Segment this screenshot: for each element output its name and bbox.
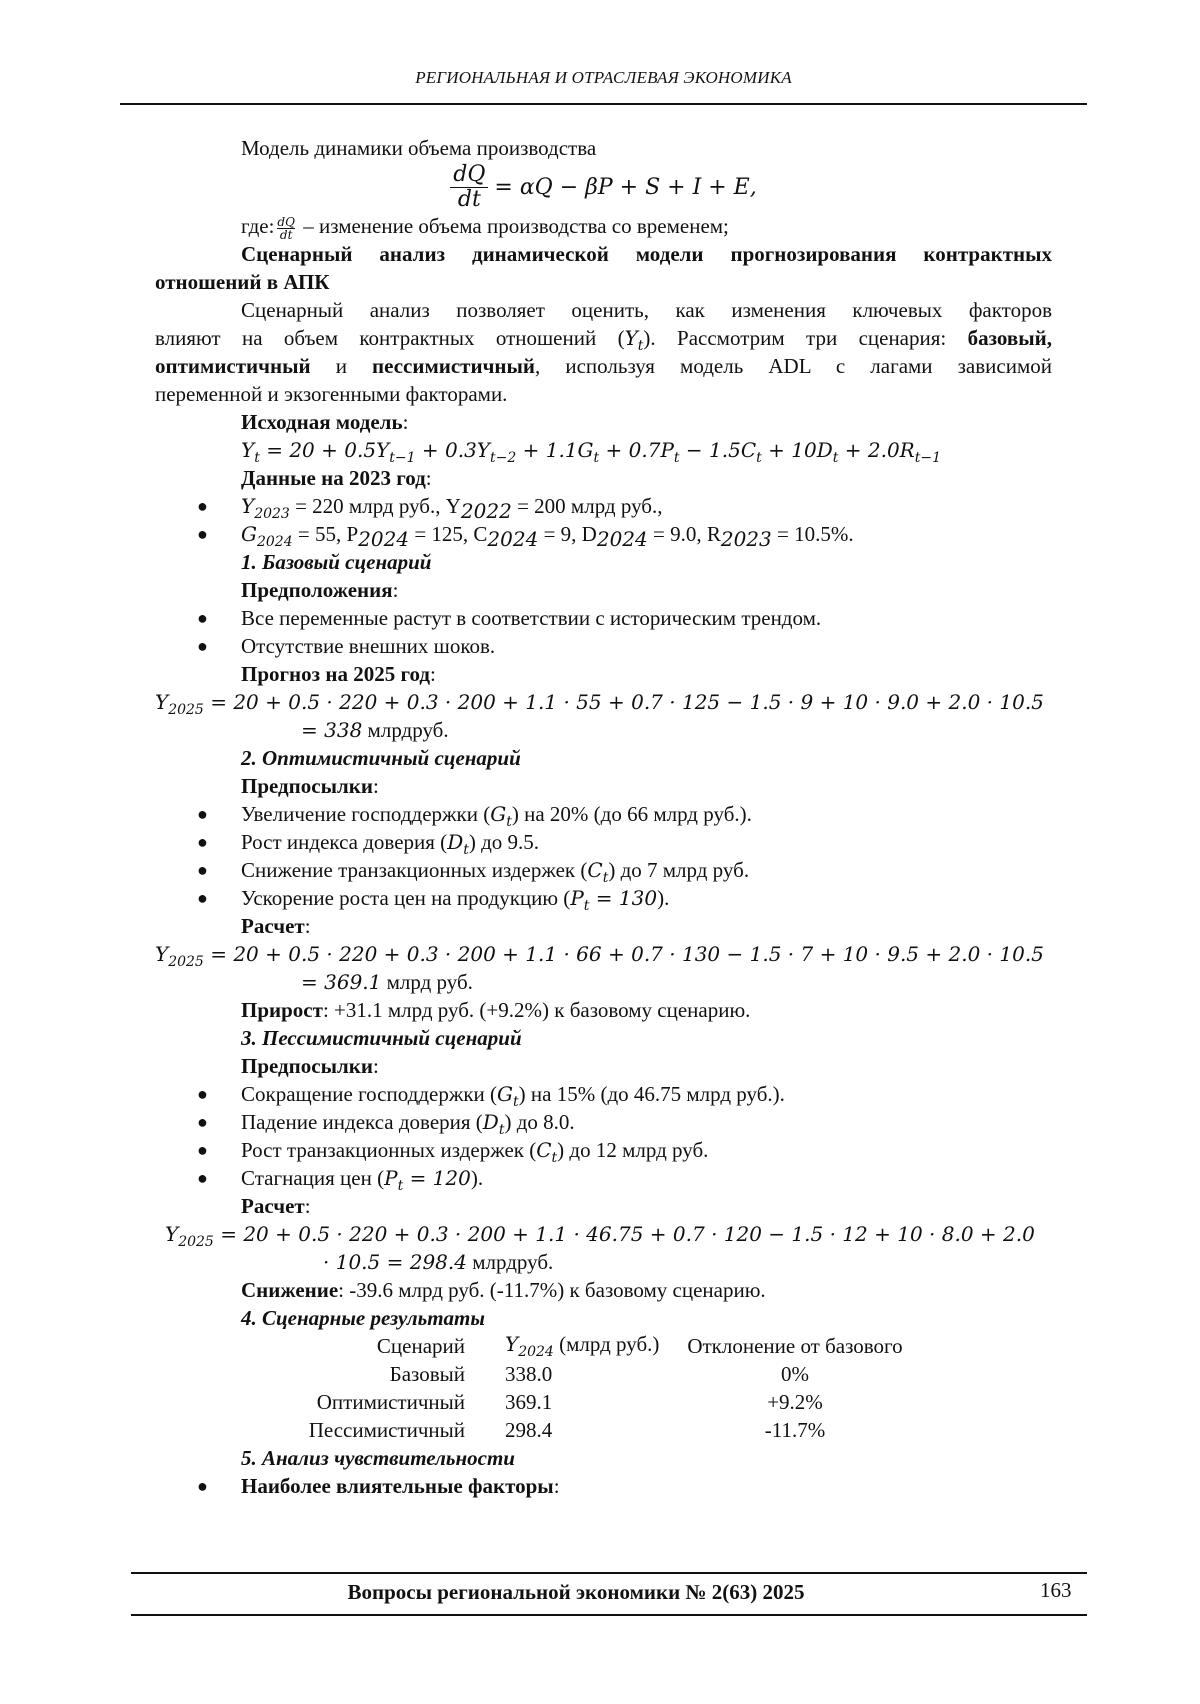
premises-line: Предпосылки: — [241, 774, 379, 798]
para-text: , используя модель ADL с лагами зависимой — [535, 354, 1052, 378]
data-text: = 200 млрд руб., — [517, 494, 663, 518]
para-bold: базовый — [967, 326, 1047, 350]
col-value-unit: (млрд руб.) — [559, 1332, 660, 1356]
production-equation — [155, 162, 1052, 212]
bullet-icon: ● — [197, 1140, 208, 1160]
calc-text: = 20 + 0.5 · 220 + 0.3 · 200 + 1.1 · 46.75 + 0.7 · 120 − 1.5 · 12 + 10 · 8.0 + 2.0 — [220, 1222, 1035, 1246]
premises-label: Предпосылки — [241, 1054, 373, 1078]
results-title: 4. Сценарные результаты — [241, 1306, 485, 1330]
para-line-3 — [155, 352, 1052, 380]
cell-value: 369.1 — [505, 1389, 553, 1414]
list-item: ● Стагнация цен $(P_t = 120)$. — [197, 1166, 484, 1194]
scenario-base-title: 1. Базовый сценарий — [241, 550, 432, 574]
list-text: ) на 15% (до 46.75 млрд руб.). — [518, 1082, 785, 1106]
bullet-icon: ● — [197, 1476, 208, 1496]
list-item: ● $G_{2024} = 55$, $P_{2024} = 125$, $C_{2024} = 9$, $D_{2024} = 9.0$, $R_{2023} = 10.5\%$. — [197, 522, 854, 552]
cell-name: Пессимистичный — [308, 1417, 465, 1442]
eq-numerator: dQ — [450, 163, 488, 188]
para-bold: пессимистичный — [372, 354, 536, 378]
para-text: влияют на объем контрактных отношений ( — [155, 326, 625, 350]
calc-unit: млрд руб. — [381, 970, 473, 994]
list-text: Отсутствие внешних шоков. — [241, 634, 496, 658]
calc-unit: млрдруб. — [466, 1250, 554, 1274]
para-bold: , — [1046, 326, 1052, 350]
list-item — [155, 1472, 1052, 1500]
section-heading-2: отношений в АПК — [155, 270, 330, 294]
forecast-label: Прогноз на 2025 год — [241, 662, 430, 686]
list-item: ● $Y_{2023} = 220$ млрд руб., $Y_{2022} = 200$ млрд руб., — [197, 494, 663, 524]
bullet-icon: ● — [197, 860, 208, 880]
data-label: Данные на 2023 год — [241, 466, 426, 490]
bullet-icon: ● — [197, 1168, 208, 1188]
scenario-opt-title: 2. Оптимистичный сценарий — [241, 746, 521, 770]
cell-dev: 0% — [781, 1361, 809, 1386]
list-text: ). — [657, 886, 670, 910]
list-math: = 130 — [595, 886, 658, 910]
calc-text: · 10.5 = 298.4 — [323, 1250, 467, 1274]
page-number: 163 — [1040, 1578, 1072, 1602]
list-text: Все переменные растут в соответствии с историческим трендом. — [241, 606, 822, 630]
sensitivity-title: 5. Анализ чувствительности — [241, 1446, 515, 1470]
bullet-icon: ● — [197, 636, 208, 656]
col-scenario: Сценарий — [376, 1333, 465, 1358]
gain-label: Прирост — [241, 998, 323, 1022]
table-row — [255, 1388, 915, 1416]
bullet-icon: ● — [197, 832, 208, 852]
header-rule — [120, 103, 1087, 105]
assumptions-line: Предположения: — [241, 578, 399, 602]
model-label-line: Исходная модель: — [241, 410, 409, 434]
para-text: ). Рассмотрим три сценария: — [643, 326, 968, 350]
where-frac-num: dQ — [277, 214, 295, 229]
list-text: Ускорение роста цен на продукцию ( — [241, 886, 571, 910]
data-label-line: Данные на 2023 год: — [241, 466, 432, 490]
para-bold: оптимистичный — [155, 354, 311, 378]
list-text: Рост транзакционных издержек ( — [241, 1138, 537, 1162]
forecast-line: Прогноз на 2025 год: — [241, 662, 436, 686]
list-text: ) на 20% (до 66 млрд руб.). — [511, 802, 752, 826]
calc-label: Расчет — [241, 914, 305, 938]
eq-denominator: dt — [457, 186, 481, 212]
calc-text: = 369.1 — [301, 970, 382, 994]
cell-value: 298.4 — [505, 1417, 553, 1442]
data-text: = 55, P — [297, 522, 359, 546]
list-item: ● Падение индекса доверия $(D_t)$ до 8.0. — [197, 1110, 575, 1138]
article-body — [155, 134, 1052, 1500]
list-math: = 120 — [409, 1166, 471, 1190]
para-line-1: Сценарный анализ позволяет оценить, как изменения ключевых факторов — [241, 298, 1052, 322]
cell-value: 338.0 — [505, 1361, 553, 1386]
drop-text: : -39.6 млрд руб. (-11.7%) к базовому сценарию. — [338, 1278, 766, 1302]
calc-label-line: Расчет: — [241, 914, 311, 938]
bullet-icon: ● — [197, 804, 208, 824]
where-frac-den: dt — [279, 227, 293, 242]
footer-journal-title: Вопросы региональной экономики № 2(63) 2025 — [347, 1580, 805, 1604]
math-y: $Y_t$ — [624, 326, 644, 354]
section-heading-1: Сценарный анализ динамической модели прогнозирования контрактных — [241, 242, 1052, 266]
list-text: : — [553, 1474, 560, 1498]
calc-unit: млрдруб. — [362, 718, 449, 742]
gain-line — [155, 996, 1052, 1024]
list-item: ● Сокращение господдержки $(G_t)$ на 15% (до 46.75 млрд руб.). — [197, 1082, 785, 1110]
table-row — [255, 1416, 915, 1444]
bullet-icon: ● — [197, 496, 208, 516]
list-text: Увеличение господдержки ( — [241, 802, 491, 826]
calc-label: Расчет — [241, 1194, 305, 1218]
list-item: ● Ускорение роста цен на продукцию $(P_t = 130)$. — [197, 886, 670, 914]
list-text: ) до 7 млрд руб. — [608, 858, 750, 882]
col-deviation: Отклонение от базового — [687, 1333, 903, 1358]
data-text: = 220 млрд руб., Y — [295, 494, 461, 518]
model-title: Модель динамики объема производства — [241, 136, 597, 160]
drop-line — [155, 1276, 1052, 1304]
premises-line: Предпосылки: — [241, 1054, 379, 1078]
pes-calc-line-2 — [155, 1248, 1052, 1276]
data-text: = 125, C — [414, 522, 488, 546]
opt-calc-line-1: $Y_{2025} = 20 + 0.5 \cdot 220 + 0.3 \cdot 200 + 1.1 \cdot 66 + 0.7 \cdot 130 - 1.5 \cdot 7 + 10 \cdot 9.5 + 2.0 \cdot 10.5$ — [155, 942, 1044, 970]
data-text: = 9, D — [543, 522, 597, 546]
model-equation-text: = 20 + 0.5Y — [266, 438, 390, 462]
list-item: ● Рост транзакционных издержек $(C_t)$ до 12 млрд руб. — [197, 1138, 709, 1166]
list-item: ● Увеличение господдержки $(G_t)$ на 20% (до 66 млрд руб.). — [197, 802, 752, 830]
list-text: Сокращение господдержки ( — [241, 1082, 498, 1106]
para-text: и — [310, 354, 373, 378]
list-text: ). — [470, 1166, 484, 1190]
base-calc-line-2 — [155, 716, 1052, 744]
list-bold: Наиболее влиятельные факторы — [241, 1474, 554, 1498]
cell-name: Базовый — [389, 1361, 465, 1386]
model-label: Исходная модель — [241, 410, 403, 434]
list-item: ● Рост индекса доверия $(D_t)$ до 9.5. — [197, 830, 540, 858]
list-text: ) до 12 млрд руб. — [557, 1138, 709, 1162]
list-text: Рост индекса доверия ( — [241, 830, 448, 854]
cell-dev: +9.2% — [767, 1389, 823, 1414]
calc-label-line: Расчет: — [241, 1194, 311, 1218]
footer-rule-bottom — [131, 1614, 1087, 1616]
results-table — [255, 1332, 915, 1444]
gain-text: : +31.1 млрд руб. (+9.2%) к базовому сценарию. — [322, 998, 751, 1022]
list-item — [155, 604, 1052, 632]
data-text: = 9.0, R — [653, 522, 721, 546]
bullet-icon: ● — [197, 888, 208, 908]
list-text: Падение индекса доверия ( — [241, 1110, 483, 1134]
para-line-4: переменной и экзогенными факторами. — [155, 382, 508, 406]
scenario-pes-title: 3. Пессимистичный сценарий — [241, 1026, 522, 1050]
cell-dev: -11.7% — [764, 1417, 826, 1442]
table-header-row — [255, 1332, 915, 1360]
base-calc-line-1: $Y_{2025} = 20 + 0.5 \cdot 220 + 0.3 \cdot 200 + 1.1 \cdot 55 + 0.7 \cdot 125 - 1.5 \cdot 9 + 10 \cdot 9.0 + 2.0 \cdot 10.5$ — [155, 690, 1044, 718]
running-header: РЕГИОНАЛЬНАЯ И ОТРАСЛЕВАЯ ЭКОНОМИКА — [415, 68, 792, 87]
bullet-icon: ● — [197, 1112, 208, 1132]
list-item: ● Снижение транзакционных издержек $(C_t)$ до 7 млрд руб. — [197, 858, 750, 886]
opt-calc-line-2 — [155, 968, 1052, 996]
pes-calc-line-1: $Y_{2025} = 20 + 0.5 \cdot 220 + 0.3 \cdot 200 + 1.1 \cdot 46.75 + 0.7 \cdot 120 - 1.5 \cdot 12 + 10 \cdot 8.0 + 2.0$ — [165, 1222, 1035, 1250]
calc-text: = 338 — [301, 718, 363, 742]
where-line — [155, 212, 1052, 240]
where-prefix: где: — [241, 214, 275, 238]
col-value: $Y_{2024}$ (млрд руб.) — [505, 1332, 660, 1360]
bullet-icon: ● — [197, 524, 208, 544]
eq-rhs: = αQ − βP + S + I + E, — [494, 174, 757, 200]
where-text: – изменение объема производства со временем; — [297, 214, 729, 238]
list-text: ) до 8.0. — [504, 1110, 575, 1134]
model-equation: $Y_t = 20 + 0.5Y_{t-1} + 0.3Y_{t-2} + 1.1G_t + 0.7P_t - 1.5C_t + 10D_t + 2.0R_{t-1}$ — [241, 438, 942, 466]
list-text: ) до 9.5. — [468, 830, 540, 854]
cell-name: Оптимистичный — [316, 1389, 465, 1414]
drop-label: Снижение — [241, 1278, 339, 1302]
assumptions-label: Предположения — [241, 578, 393, 602]
list-text: Снижение транзакционных издержек ( — [241, 858, 588, 882]
bullet-icon: ● — [197, 1084, 208, 1104]
list-text: Стагнация цен ( — [241, 1166, 385, 1190]
calc-text: = 20 + 0.5 · 220 + 0.3 · 200 + 1.1 · 66 + 0.7 · 130 − 1.5 · 7 + 10 · 9.5 + 2.0 · 10.5 — [210, 942, 1044, 966]
table-row — [255, 1360, 915, 1388]
list-item — [155, 632, 1052, 660]
data-text: = 10.5%. — [777, 522, 854, 546]
calc-text: = 20 + 0.5 · 220 + 0.3 · 200 + 1.1 · 55 + 0.7 · 125 − 1.5 · 9 + 10 · 9.0 + 2.0 · 10.5 — [210, 690, 1044, 714]
para-line-2 — [155, 324, 1052, 352]
premises-label: Предпосылки — [241, 774, 373, 798]
bullet-icon: ● — [197, 608, 208, 628]
footer-rule-top — [131, 1572, 1087, 1574]
